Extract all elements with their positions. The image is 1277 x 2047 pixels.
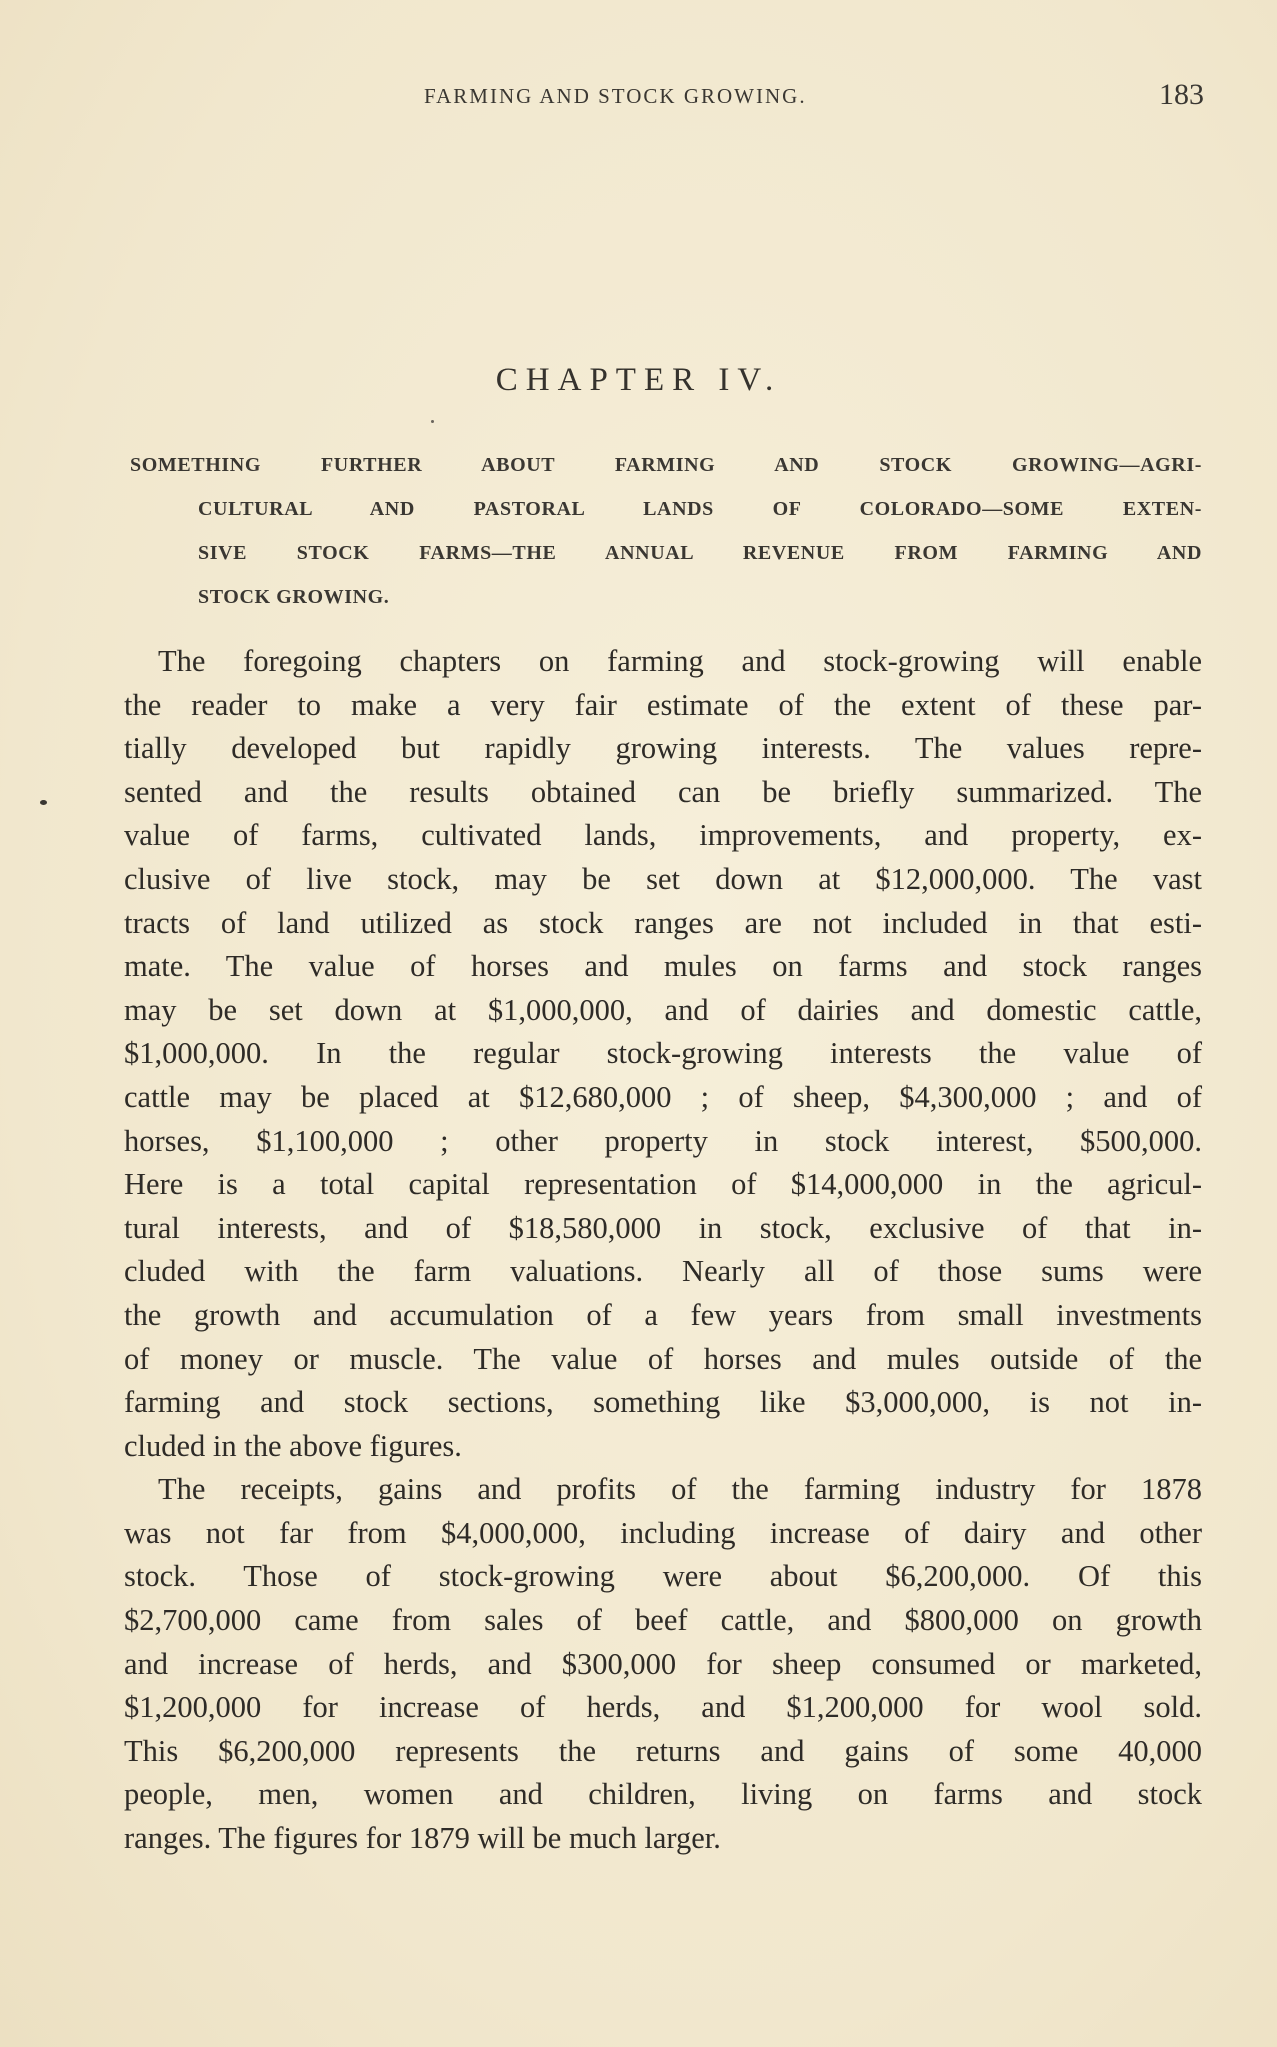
text-line: cattle may be placed at $12,680,000 ; of sheep, $4,300,000 ; and of <box>124 1079 1202 1114</box>
text-line: $1,200,000 for increase of herds, and $1,200,000 for wool sold. <box>124 1690 1202 1725</box>
text-line: stock. Those of stock-growing were about $6,200,000. Of this <box>124 1559 1202 1594</box>
text-line: ranges. The figures for 1879 will be much larger. <box>124 1821 721 1856</box>
text-line: sented and the results obtained can be briefly summarized. The <box>124 774 1202 809</box>
paragraph-2 <box>124 1468 1202 1860</box>
synopsis-line: CULTURAL AND PASTORAL LANDS OF COLORADO—SOME EXTEN- <box>198 498 1202 520</box>
text-line: The foregoing chapters on farming and stock-growing will enable <box>158 644 1202 678</box>
text-line: cluded in the above figures. <box>124 1428 462 1463</box>
synopsis-line: STOCK GROWING. <box>198 586 390 608</box>
text-line: and increase of herds, and $300,000 for sheep consumed or marketed, <box>124 1646 1202 1681</box>
synopsis-line: SIVE STOCK FARMS—THE ANNUAL REVENUE FROM FARMING AND <box>198 542 1202 564</box>
text-line: $1,000,000. In the regular stock-growing interests the value of <box>124 1036 1202 1071</box>
text-line: This $6,200,000 represents the returns and gains of some 40,000 <box>124 1733 1202 1768</box>
chapter-title: CHAPTER IV. <box>495 362 782 398</box>
running-head <box>124 78 1204 114</box>
text-line: the growth and accumulation of a few years from small investments <box>124 1297 1202 1332</box>
text-line: people, men, women and children, living on farms and stock <box>124 1777 1202 1812</box>
text-line: The receipts, gains and profits of the farming industry for 1878 <box>158 1472 1202 1507</box>
text-line: may be set down at $1,000,000, and of dairies and domestic cattle, <box>124 992 1202 1027</box>
text-line: horses, $1,100,000 ; other property in stock interest, $500,000. <box>124 1123 1202 1158</box>
text-line: tracts of land utilized as stock ranges are not included in that esti- <box>124 905 1202 940</box>
running-head-title: FARMING AND STOCK GROWING. <box>424 84 807 108</box>
body-text <box>124 640 1202 1861</box>
text-line: tural interests, and of $18,580,000 in stock, exclusive of that in- <box>124 1210 1202 1245</box>
text-line: was not far from $4,000,000, including increase of dairy and other <box>124 1515 1202 1550</box>
synopsis-line: SOMETHING FURTHER ABOUT FARMING AND STOCK GROWING—AGRI- <box>130 454 1202 476</box>
text-line: Here is a total capital representation of $14,000,000 in the agricul- <box>124 1167 1202 1202</box>
text-line: cluded with the farm valuations. Nearly all of those sums were <box>124 1254 1202 1289</box>
text-line: tially developed but rapidly growing interests. The values repre- <box>124 731 1202 766</box>
text-line: farming and stock sections, something like $3,000,000, is not in- <box>124 1385 1202 1420</box>
printer-dot <box>431 420 434 423</box>
text-line: value of farms, cultivated lands, improvements, and property, ex- <box>124 818 1202 853</box>
margin-mark <box>40 800 47 805</box>
text-line: of money or muscle. The value of horses and mules outside of the <box>124 1341 1202 1376</box>
chapter-synopsis <box>130 443 1202 619</box>
text-line: the reader to make a very fair estimate of the extent of these par- <box>124 687 1202 722</box>
text-line: mate. The value of horses and mules on farms and stock ranges <box>124 949 1202 984</box>
page-number: 183 <box>1159 78 1204 111</box>
text-line: $2,700,000 came from sales of beef cattle, and $800,000 on growth <box>124 1603 1202 1638</box>
paragraph-1 <box>124 640 1202 1468</box>
text-line: clusive of live stock, may be set down at $12,000,000. The vast <box>124 861 1202 896</box>
